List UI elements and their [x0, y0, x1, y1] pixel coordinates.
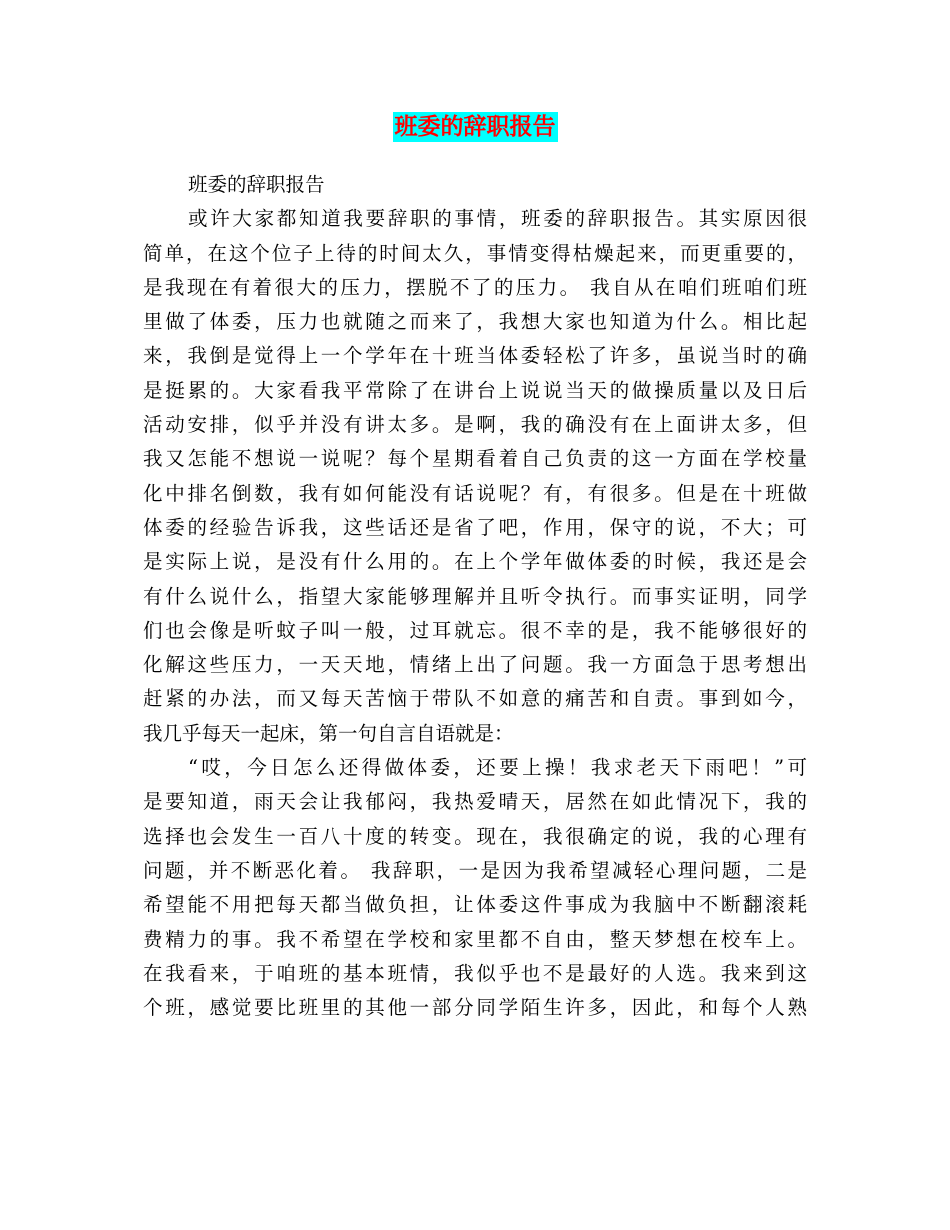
title-container — [0, 112, 950, 142]
body-text-line: 来，我倒是觉得上一个学年在十班当体委轻松了许多，虽说当时的确 — [143, 344, 807, 368]
body-text-line: 简单，在这个位子上待的时间太久，事情变得枯燥起来，而更重要的， — [143, 241, 807, 265]
body-text-line: 是实际上说，是没有什么用的。在上个学年做体委的时候，我还是会 — [143, 550, 807, 574]
body-text-line: 希望能不用把每天都当做负担，让体委这件事成为我脑中不断翻滚耗 — [143, 893, 807, 917]
body-text-line: 化解这些压力，一天天地，情绪上出了问题。我一方面急于思考想出 — [143, 653, 807, 677]
body-text-line: 体委的经验告诉我，这些话还是省了吧，作用，保守的说，不大；可 — [143, 515, 807, 539]
body-text-line: 问题，并不断恶化着。 我辞职，一是因为我希望减轻心理问题，二是 — [143, 858, 807, 882]
body-text-line: 有什么说什么，指望大家能够理解并且听令执行。而事实证明，同学 — [143, 584, 807, 608]
body-text-line: 们也会像是听蚊子叫一般，过耳就忘。很不幸的是，我不能够很好的 — [143, 618, 807, 642]
body-text-line: 赶紧的办法，而又每天苦恼于带队不如意的痛苦和自责。事到如今， — [143, 687, 807, 711]
body-text-line: “哎，今日怎么还得做体委，还要上操！我求老天下雨吧！”可 — [188, 756, 807, 780]
body-text-line: 是我现在有着很大的压力，摆脱不了的压力。 我自从在咱们班咱们班 — [143, 275, 807, 299]
body-text-line: 费精力的事。我不希望在学校和家里都不自由，整天梦想在校车上。 — [143, 927, 807, 951]
document-body — [143, 168, 807, 1025]
body-text-line: 在我看来，于咱班的基本班情，我似乎也不是最好的人选。我来到这 — [143, 961, 807, 985]
document-title: 班委的辞职报告 — [394, 114, 556, 140]
body-text-line: 是挺累的。大家看我平常除了在讲台上说说当天的做操质量以及日后 — [143, 378, 807, 402]
body-text-line: 选择也会发生一百八十度的转变。现在，我很确定的说，我的心理有 — [143, 824, 807, 848]
body-text-line: 我又怎能不想说一说呢？每个星期看着自己负责的这一方面在学校量 — [143, 447, 807, 471]
body-text-line: 里做了体委，压力也就随之而来了，我想大家也知道为什么。相比起 — [143, 310, 807, 334]
body-text-line: 化中排名倒数，我有如何能没有话说呢？有，有很多。但是在十班做 — [143, 481, 807, 505]
body-text-line: 或许大家都知道我要辞职的事情，班委的辞职报告。其实原因很 — [188, 207, 807, 231]
body-text-line: 是要知道，雨天会让我郁闷，我热爱晴天，居然在如此情况下，我的 — [143, 790, 807, 814]
body-text-line: 个班，感觉要比班里的其他一部分同学陌生许多，因此，和每个人熟 — [143, 996, 807, 1020]
body-text-line: 活动安排，似乎并没有讲太多。是啊，我的确没有在上面讲太多，但 — [143, 413, 807, 437]
body-text-line: 我几乎每天一起床，第一句自言自语就是： — [143, 721, 514, 745]
body-heading-line: 班委的辞职报告 — [188, 173, 325, 196]
